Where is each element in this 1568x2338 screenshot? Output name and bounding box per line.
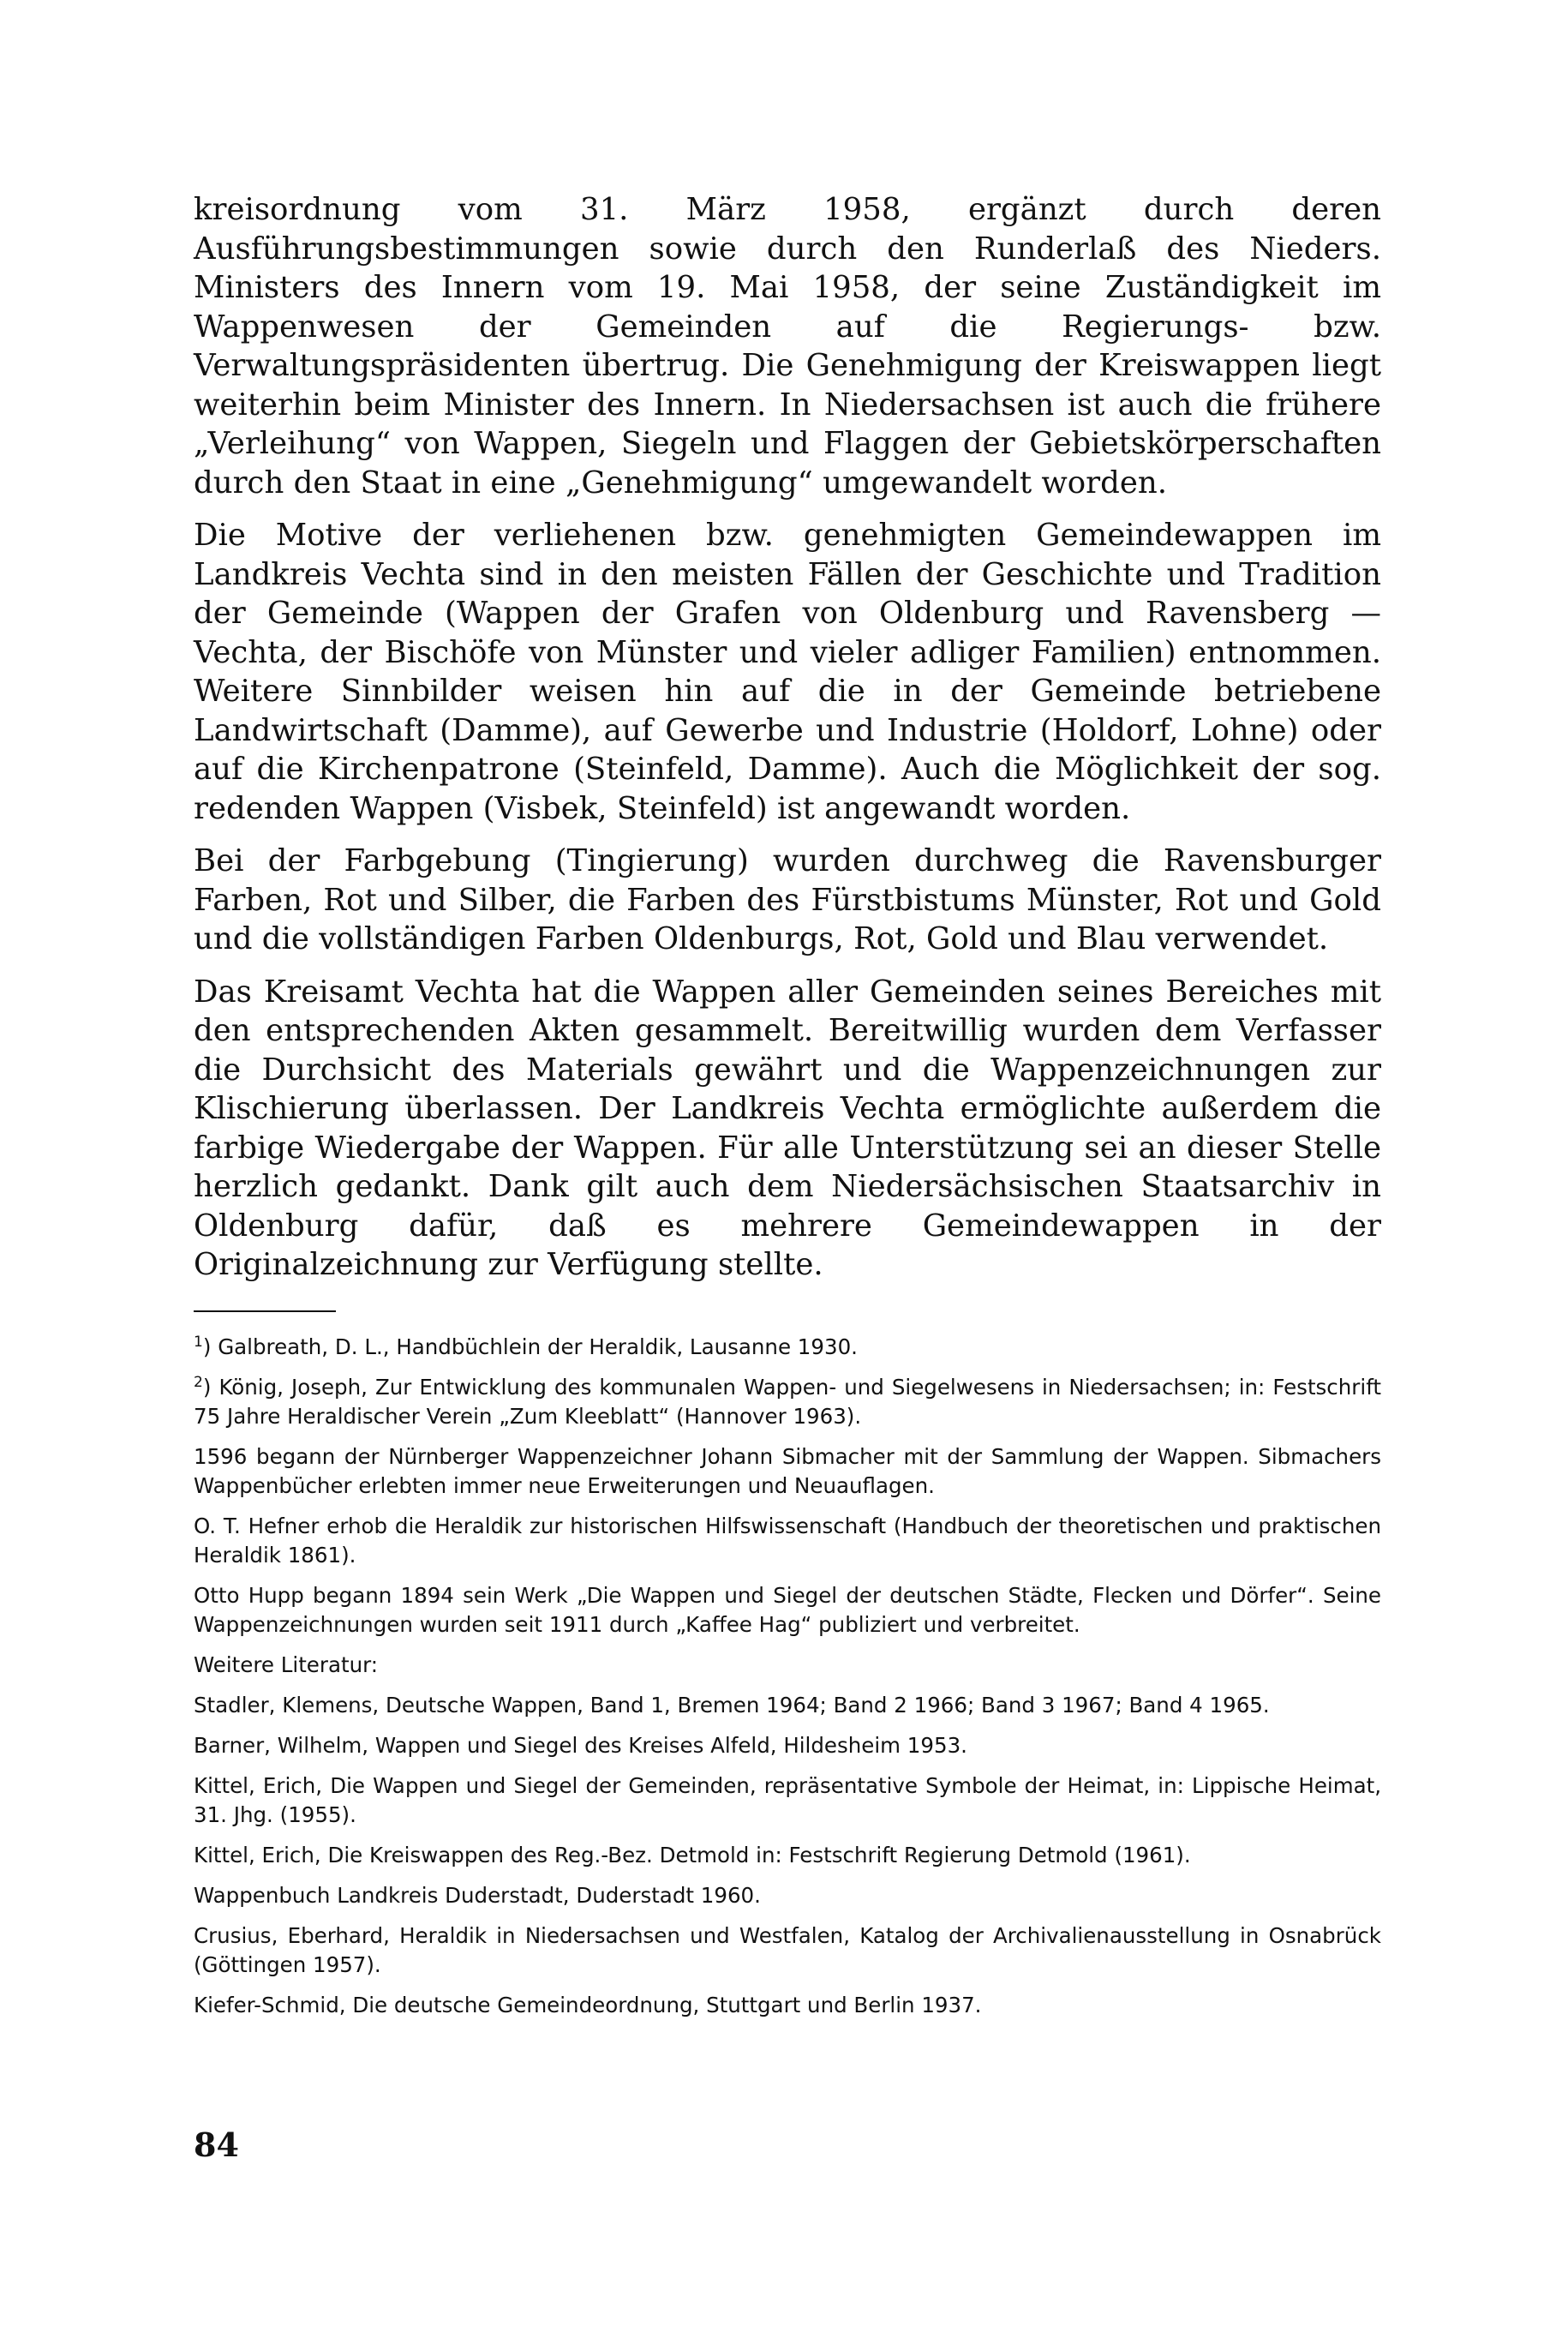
footnote-divider <box>194 1310 336 1312</box>
literature-entry: Kittel, Erich, Die Kreiswappen des Reg.-Bez. Detmold in: Festschrift Regierung Detmold (1961). <box>194 1842 1191 1867</box>
literature-entry: Kiefer-Schmid, Die deutsche Gemeindeordnung, Stuttgart und Berlin 1937. <box>194 1992 982 2017</box>
note-entry: 1596 begann der Nürnberger Wappenzeichner Johann Sibmacher mit der Sammlung der Wappen. Sibmachers Wappenbücher erlebten immer neue Erweiterungen und Neuauflagen. <box>194 1443 1381 1498</box>
footnotes <box>194 1333 1381 2020</box>
paragraph: Das Kreisamt Vechta hat die Wappen aller Gemeinden seines Bereiches mit den entsprechenden Akten gesammelt. Bereitwillig wurden dem Verfasser die Durchsicht des Materials gewährt und die Wappenzeichnungen zur Klischierung überlassen. Der Landkreis Vechta ermöglichte außerdem die farbige Wiedergabe der Wappen. Für alle Unterstützung sei an dieser Stelle herzlich gedankt. Dank gilt auch dem Niedersächsischen Staatsarchiv in Oldenburg dafür, daß es mehrere Gemeindewappen in der Originalzeichnung zur Verfügung stellte. <box>194 974 1381 1282</box>
literature-entry: Crusius, Eberhard, Heraldik in Niedersachsen und Westfalen, Katalog der Archivalienausstellung in Osnabrück (Göttingen 1957). <box>194 1922 1381 1977</box>
footnote-text: Galbreath, D. L., Handbüchlein der Heraldik, Lausanne 1930. <box>218 1334 858 1359</box>
footnote-2: $^2$) König, Joseph, Zur Entwicklung des kommunalen Wappen- und Siegelwesens in Niedersachsen; in: Festschrift 75 Jahre Heraldischer Verein „Zum Kleeblatt“ (Hannover 1963). <box>194 1373 1381 1429</box>
footnote-marker: 1 <box>194 1333 203 1351</box>
paragraph: Bei der Farbgebung (Tingierung) wurden durchweg die Ravensburger Farben, Rot und Silber, die Farben des Fürstbistums Münster, Rot und Gold und die vollständigen Farben Oldenburgs, Rot, Gold und Blau verwendet. <box>194 843 1381 956</box>
paragraph: Die Motive der verliehenen bzw. genehmigten Gemeindewappen im Landkreis Vechta sind in den meisten Fällen der Geschichte und Tradition der Gemeinde (Wappen der Grafen von Oldenburg und Ravensberg — Vechta, der Bischöfe von Münster und vieler adliger Familien) entnommen. Weitere Sinnbilder weisen hin auf die in der Gemeinde betriebene Landwirtschaft (Damme), auf Gewerbe und Industrie (Holdorf, Lohne) oder auf die Kirchenpatrone (Steinfeld, Damme). Auch die Möglichkeit der sog. redenden Wappen (Visbek, Steinfeld) ist angewandt worden. <box>194 518 1381 826</box>
note-entry: O. T. Hefner erhob die Heraldik zur historischen Hilfswissenschaft (Handbuch der theoretischen und praktischen Heraldik 1861). <box>194 1513 1381 1568</box>
literature-entry: Stadler, Klemens, Deutsche Wappen, Band 1, Bremen 1964; Band 2 1966; Band 3 1967; Band 4 1965. <box>194 1692 1270 1718</box>
literature-entry: Wappenbuch Landkreis Duderstadt, Duderstadt 1960. <box>194 1882 761 1908</box>
page-number: 84 <box>194 2125 239 2164</box>
literature-entry: Kittel, Erich, Die Wappen und Siegel der Gemeinden, repräsentative Symbole der Heimat, in: Lippische Heimat, 31. Jhg. (1955). <box>194 1772 1381 1827</box>
literature-entry: Barner, Wilhelm, Wappen und Siegel des Kreises Alfeld, Hildesheim 1953. <box>194 1732 967 1758</box>
body-text <box>194 190 1381 1285</box>
footnote-marker: 2 <box>194 1373 203 1391</box>
footnote-text: König, Joseph, Zur Entwicklung des kommunalen Wappen- und Siegelwesens in Niedersachsen; in: Festschrift 75 Jahre Heraldischer Verein „Zum Kleeblatt“ (Hannover 1963). <box>194 1374 1381 1429</box>
note-entry: Otto Hupp begann 1894 sein Werk „Die Wappen und Siegel der deutschen Städte, Flecken und Dörfer“. Seine Wappenzeichnungen wurden seit 1911 durch „Kaffee Hag“ publiziert und verbreitet. <box>194 1582 1381 1637</box>
paragraph: kreisordnung vom 31. März 1958, ergänzt durch deren Ausführungsbestimmungen sowie durch den Runderlaß des Nieders. Ministers des Innern vom 19. Mai 1958, der seine Zuständigkeit im Wappenwesen der Gemeinden auf die Regierungs- bzw. Verwaltungspräsidenten übertrug. Die Genehmigung der Kreiswappen liegt weiterhin beim Minister des Innern. In Niedersachsen ist auch die frühere „Verleihung“ von Wappen, Siegeln und Flaggen der Gebietskörperschaften durch den Staat in eine „Genehmigung“ umgewandelt worden. <box>194 192 1381 501</box>
literature-heading: Weitere Literatur: <box>194 1652 378 1677</box>
footnote-1: $^1$) Galbreath, D. L., Handbüchlein der Heraldik, Lausanne 1930. <box>194 1333 858 1359</box>
page-content <box>194 190 1381 2031</box>
